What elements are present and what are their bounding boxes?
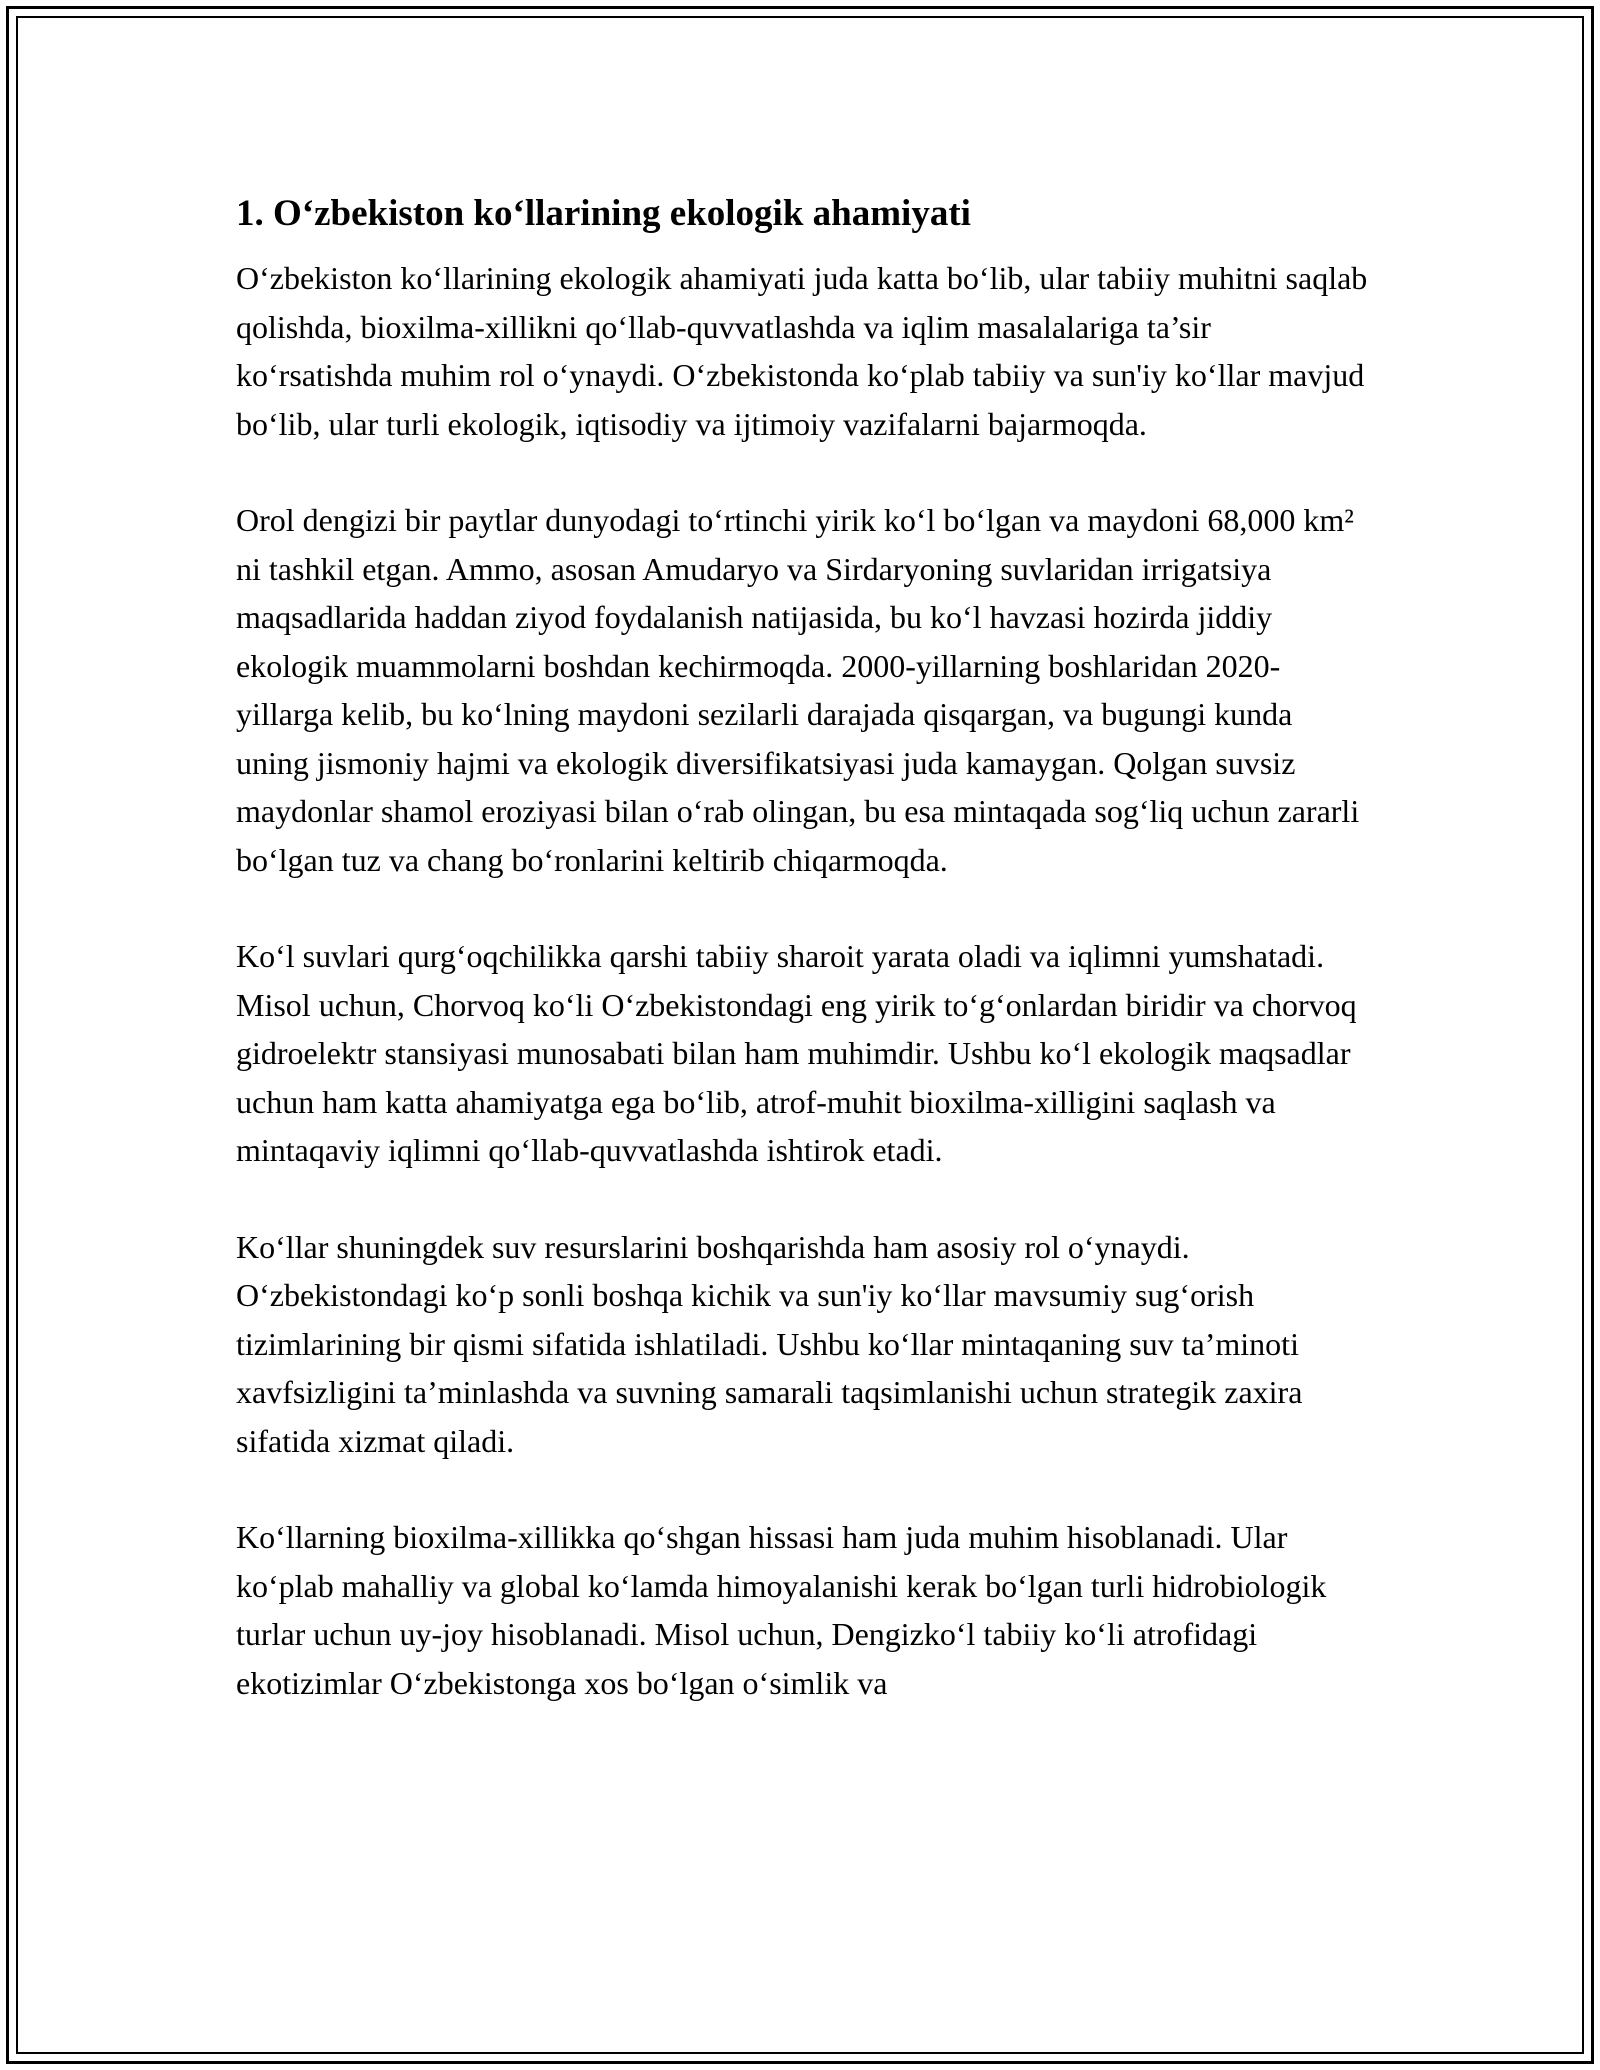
document-body — [236, 188, 1372, 1755]
paragraph-3: Ko‘l suvlari qurg‘oqchilikka qarshi tabiiy sharoit yarata oladi va iqlimni yumshatadi. Misol uchun, Chorvoq ko‘li O‘zbekistondagi eng yirik to‘g‘onlardan biridir va chorvoq gidroelektr stansiyasi munosabati bilan ham muhimdir. Ushbu ko‘l ekologik maqsadlar uchun ham katta ahamiyatga ega bo‘lib, atrof-muhit bioxilma-xilligini saqlash va mintaqaviy iqlimni qo‘llab-quvvatlashda ishtirok etadi. — [236, 938, 1357, 1168]
paragraph-4: Ko‘llar shuningdek suv resurslarini boshqarishda ham asosiy rol o‘ynaydi. O‘zbekistondagi ko‘p sonli boshqa kichik va sun'iy ko‘llar mavsumiy sug‘orish tizimlarining bir qismi sifatida ishlatiladi. Ushbu ko‘llar mintaqaning suv ta’minoti xavfsizligini ta’minlashda va suvning samarali taqsimlanishi uchun strategik zaxira sifatida xizmat qiladi. — [236, 1228, 1303, 1459]
paragraph-5: Ko‘llarning bioxilma-xillikka qo‘shgan hissasi ham juda muhim hisoblanadi. Ular ko‘plab mahalliy va global ko‘lamda himoyalanishi kerak bo‘lgan turli hidrobiologik turlar uchun uy-joy hisoblanadi. Misol uchun, Dengizko‘l tabiiy ko‘li atrofidagi ekotizimlar O‘zbekistonga xos bo‘lgan o‘simlik va — [236, 1519, 1327, 1701]
section-heading: 1. O‘zbekiston ko‘llarining ekologik ahamiyati — [236, 193, 971, 234]
paragraph-2: Orol dengizi bir paytlar dunyodagi to‘rtinchi yirik ko‘l bo‘lgan va maydoni 68,000 km² ni tashkil etgan. Ammo, asosan Amudaryo va Sirdaryoning suvlaridan irrigatsiya maqsadlarida haddan ziyod foydalanish natijasida, bu ko‘l havzasi hozirda jiddiy ekologik muammolarni boshdan kechirmoqda. 2000-yillarning boshlaridan 2020-yillarga kelib, bu ko‘lning maydoni sezilarli darajada qisqargan, va bugungi kunda uning jismoniy hajmi va ekologik diversifikatsiyasi juda kamaygan. Qolgan suvsiz maydonlar shamol eroziyasi bilan o‘rab olingan, bu esa mintaqada sog‘liq uchun zararli bo‘lgan tuz va chang bo‘ronlarini keltirib chiqarmoqda. — [236, 502, 1360, 878]
paragraph-1: O‘zbekiston ko‘llarining ekologik ahamiyati juda katta bo‘lib, ular tabiiy muhitni saqlab qolishda, bioxilma-xillikni qo‘llab-quvvatlashda va iqlim masalalariga ta’sir ko‘rsatishda muhim rol o‘ynaydi. O‘zbekistonda ko‘plab tabiiy va sun'iy ko‘llar mavjud bo‘lib, ular turli ekologik, iqtisodiy va ijtimoiy vazifalarni bajarmoqda. — [236, 260, 1368, 442]
